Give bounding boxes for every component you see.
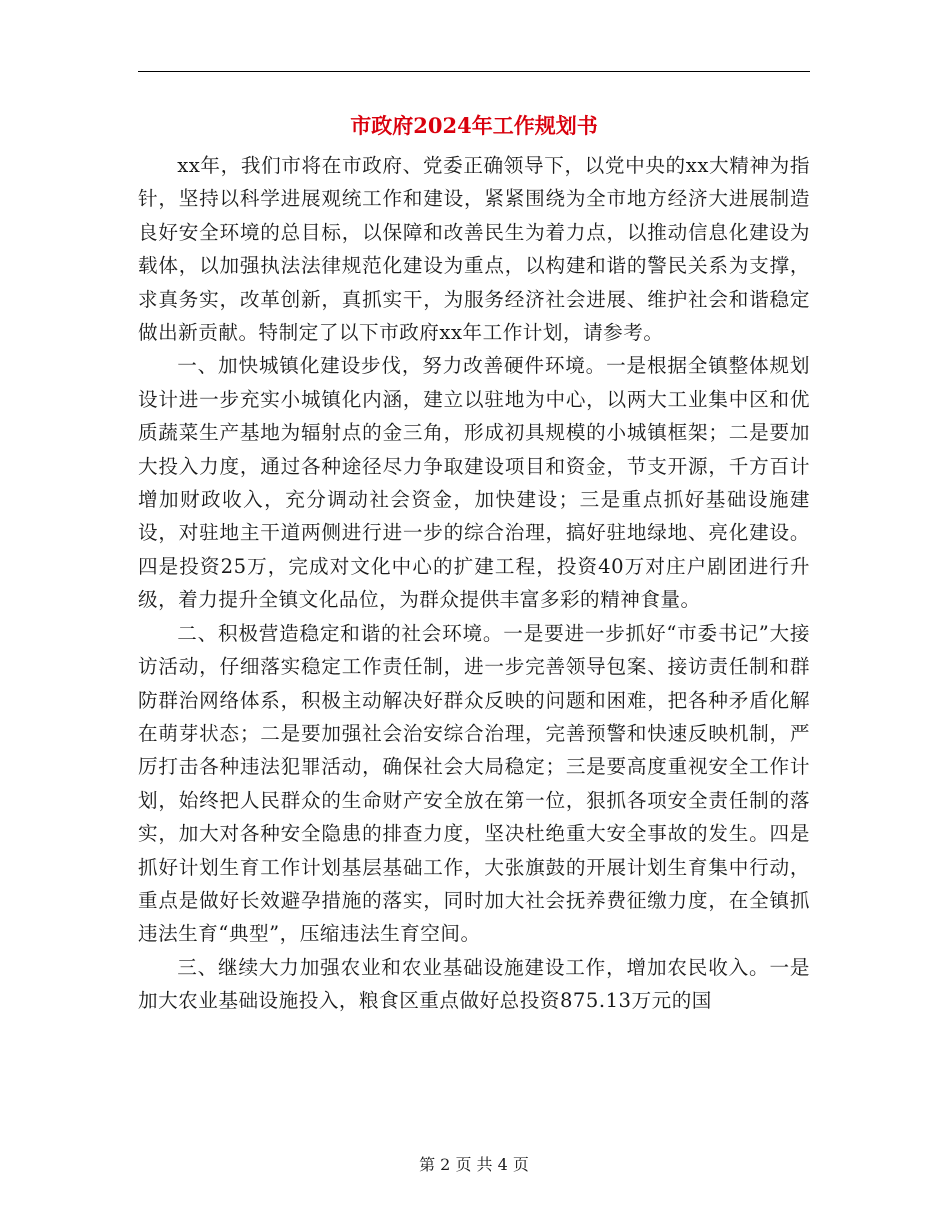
header-rule	[138, 71, 810, 72]
paragraph-section-2: 二、积极营造稳定和谐的社会环境。一是要进一步抓好“市委书记”大接访活动，仔细落实稳定工作责任制，进一步完善领导包案、接访责任制和群防群治网络体系，积极主动解决好群众反映的问题和困难，把各种矛盾化解在萌芽状态；二是要加强社会治安综合治理，完善预警和快速反映机制，严厉打击各种违法犯罪活动，确保社会大局稳定；三是要高度重视安全工作计划，始终把人民群众的生命财产安全放在第一位，狠抓各项安全责任制的落实，加大对各种安全隐患的排查力度，坚决杜绝重大安全事故的发生。四是抓好计划生育工作计划基层基础工作，大张旗鼓的开展计划生育集中行动，重点是做好长效避孕措施的落实，同时加大社会抚养费征缴力度，在全镇抓违法生育“典型”，压缩违法生育空间。	[138, 621, 810, 946]
paragraph-section-3: 三、继续大力加强农业和农业基础设施建设工作，增加农民收入。一是加大农业基础设施投入，粮食区重点做好总投资875.13万元的国	[138, 955, 810, 1013]
document-title: 市政府2024年工作规划书	[350, 113, 598, 138]
document-body	[138, 149, 810, 1018]
page-number-footer: 第 2 页 共 4 页	[419, 1155, 529, 1174]
paragraph-section-1: 一、加快城镇化建设步伐，努力改善硬件环境。一是根据全镇整体规划设计进一步充实小城镇化内涵，建立以驻地为中心，以两大工业集中区和优质蔬菜生产基地为辐射点的金三角，形成初具规模的小城镇框架；二是要加大投入力度，通过各种途径尽力争取建设项目和资金，节支开源，千方百计增加财政收入，充分调动社会资金，加快建设；三是重点抓好基础设施建设，对驻地主干道两侧进行进一步的综合治理，搞好驻地绿地、亮化建设。四是投资25万，完成对文化中心的扩建工程，投资40万对庄户剧团进行升级，着力提升全镇文化品位，为群众提供丰富多彩的精神食量。	[138, 354, 810, 612]
paragraph-intro: xx年，我们市将在市政府、党委正确领导下，以党中央的xx大精神为指针，坚持以科学进展观统工作和建设，紧紧围绕为全市地方经济大进展制造良好安全环境的总目标，以保障和改善民生为着力点，以推动信息化建设为载体，以加强执法法律规范化建设为重点，以构建和谐的警民关系为支撑，求真务实，改革创新，真抓实干，为服务经济社会进展、维护社会和谐稳定做出新贡献。特制定了以下市政府xx年工作计划，请参考。	[138, 154, 810, 345]
